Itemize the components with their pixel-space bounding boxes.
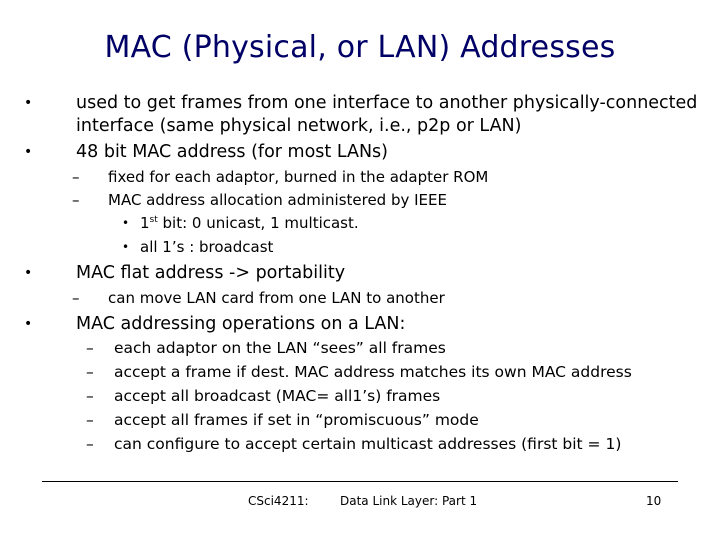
bullet-marker: • (122, 216, 130, 230)
dash-marker: – (86, 435, 94, 453)
bullet-marker: • (24, 144, 33, 160)
operation-text: accept a frame if dest. MAC address matches its own MAC address (114, 363, 632, 381)
bullet-text: MAC addressing operations on a LAN: (76, 314, 406, 334)
operation-text: accept all frames if set in “promiscuous” mode (114, 411, 479, 429)
operation-item (72, 409, 712, 433)
subsubbullet-first-bit (122, 212, 359, 235)
subbullet-text: fixed for each adaptor, burned in the adapter ROM (108, 168, 489, 186)
subsubbullet-text: all 1’s : broadcast (140, 238, 274, 256)
bullet-text: 48 bit MAC address (for most LANs) (76, 142, 388, 162)
bullet-text: used to get frames from one interface to another physically-connected interface (same physical network, i.e., p2p or LAN) (76, 93, 698, 136)
dash-marker: – (86, 339, 94, 357)
dash-marker: – (72, 289, 80, 307)
subbullet-move-card (72, 287, 702, 310)
footer-course: CSci4211: (248, 494, 309, 508)
subsubbullet-broadcast (122, 236, 273, 259)
bullet-marker: • (24, 265, 33, 281)
bullet-text: MAC flat address -> portability (76, 263, 346, 283)
operation-item (72, 361, 712, 385)
footer-divider (42, 481, 678, 482)
subbullet-text: can move LAN card from one LAN to another (108, 289, 445, 307)
operation-text: accept all broadcast (MAC= all1’s) frames (114, 387, 441, 405)
footer-topic: Data Link Layer: Part 1 (340, 494, 478, 508)
bullet-marker: • (24, 316, 33, 332)
operation-item (72, 337, 712, 361)
dash-marker: – (72, 168, 80, 186)
ordinal-superscript: st (149, 215, 158, 225)
dash-marker: – (86, 411, 94, 429)
subsubbullet-text: 1st bit: 0 unicast, 1 multicast. (140, 214, 359, 232)
operation-text: can configure to accept certain multicast addresses (first bit = 1) (114, 435, 622, 453)
subbullet-allocation (72, 189, 702, 212)
operation-item (72, 385, 712, 409)
bullet-flat (24, 262, 704, 285)
operation-text: each adaptor on the LAN “sees” all frames (114, 339, 446, 357)
page-number: 10 (646, 494, 662, 508)
slide-title: MAC (Physical, or LAN) Addresses (104, 30, 616, 65)
bullet-operations (24, 313, 704, 336)
dash-marker: – (72, 191, 80, 209)
bullet-marker: • (122, 240, 130, 254)
dash-marker: – (86, 387, 94, 405)
subbullet-text: MAC address allocation administered by IEEE (108, 191, 447, 209)
subbullet-fixed (72, 166, 702, 189)
bullet-48bit (24, 141, 704, 164)
dash-marker: – (86, 363, 94, 381)
operation-item (72, 433, 712, 457)
bullet-marker: • (24, 95, 33, 111)
bullet-used-for (24, 92, 704, 138)
